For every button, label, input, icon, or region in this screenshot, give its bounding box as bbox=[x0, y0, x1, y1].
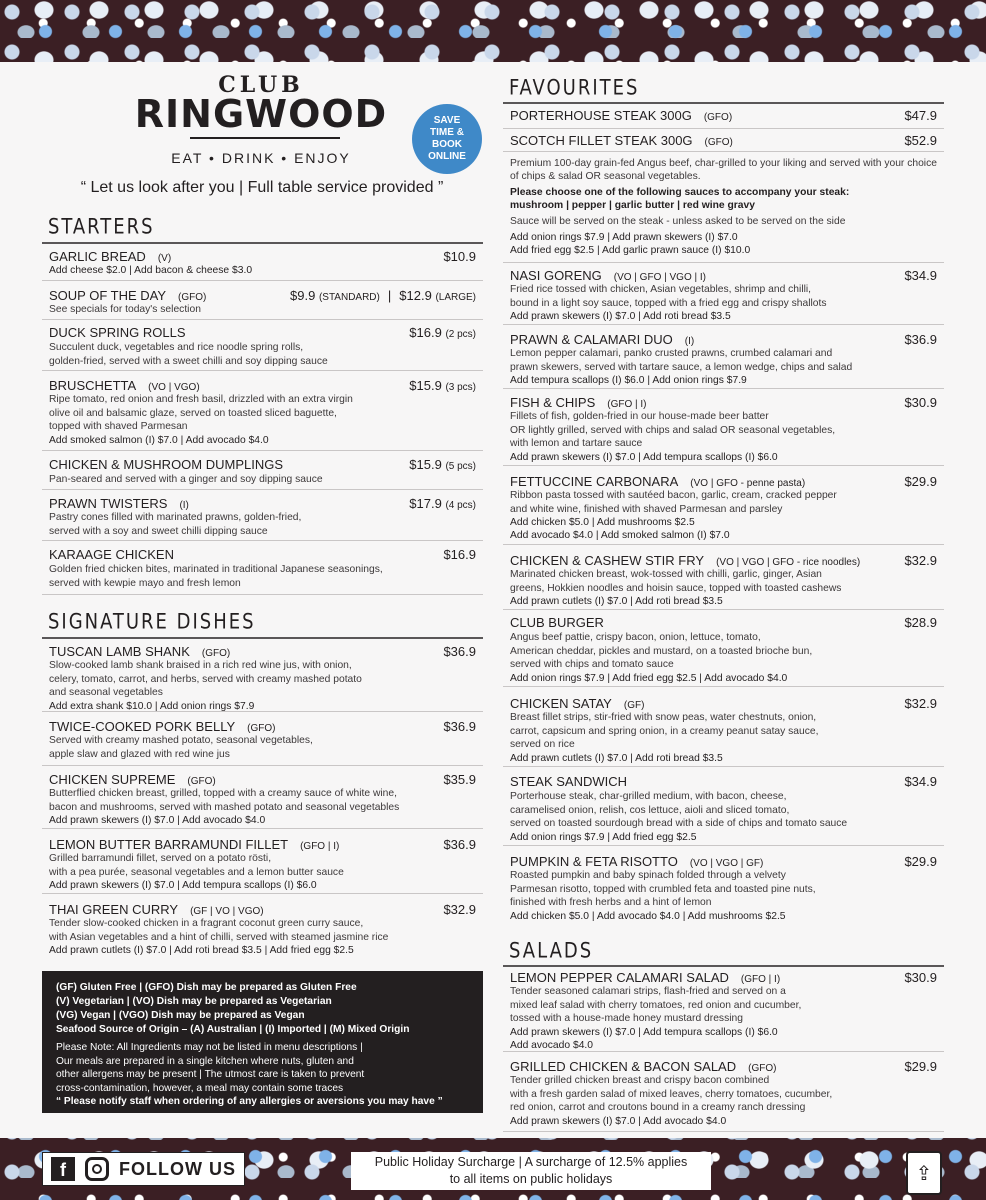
follow-us-bar[interactable] bbox=[42, 1152, 245, 1186]
menu-item: DUCK SPRING ROLLS $16.9 (2 pcs) Succulent duck, vegetables and rice noodle spring rolls, golden-fried, served with a sweet chilli and soy dipping sauce bbox=[42, 325, 483, 371]
section-rule bbox=[503, 965, 944, 967]
menu-item: PORTERHOUSE STEAK 300G (GFO) $47.9 bbox=[503, 107, 944, 129]
facebook-icon[interactable]: f bbox=[51, 1157, 75, 1181]
menu-item: PRAWN & CALAMARI DUO (I) $36.9 Lemon pepper calamari, panko crusted prawns, crumbed calamari and prawn skewers, served with tartare sauce, a lemon wedge, chips and salad Add tempura scallops (I) $6.0 | Add onion rings $7.9 bbox=[503, 331, 944, 389]
menu-item: FISH & CHIPS (GFO | I) $30.9 Fillets of fish, golden-fried in our house-made beer batter OR lightly grilled, served with chips and salad OR seasonal vegetables, with lemon and tartare sauce Add prawn skewers (I) $7.0 | Add tempura scallops (I) $6.0 bbox=[503, 394, 944, 466]
logo-tagline: EAT • DRINK • ENJOY bbox=[171, 150, 351, 166]
section-signature: SIGNATURE DISHES bbox=[48, 608, 256, 634]
allergen-info: (GF) Gluten Free | (GFO) Dish may be prepared as Gluten Free (V) Vegetarian | (VO) Dish may be prepared as Vegetarian (VG) Vegan | (VGO) Dish may be prepared as Vegan Seafood Source of Origin – (A) Australian | (I) Imported | (M) Mixed Origin Please Note: All Ingredients may not be listed in menu descriptions | Our meals are prepared in a single kitchen where nuts, gluten and other allergens may be present | The utmost care is taken to prevent cross-contamination, however, a meal may contain some traces “ Please notify staff when ordering of any allergies or aversions you may have ” bbox=[42, 971, 483, 1113]
book-online-badge[interactable]: SAVE TIME & BOOK ONLINE bbox=[412, 104, 482, 174]
steak-info: Premium 100-day grain-fed Angus beef, char-grilled to your liking and served with your choice of chips & salad OR seasonal vegetables. Please choose one of the following sauces to accompany your steak: mushroom | pepper | garlic butter | red wine gravy Sauce will be served on the steak - unless asked to be served on the side Add onion rings $7.9 | Add prawn skewers (I) $7.0 Add fried egg $2.5 | Add garlic prawn sauce (I) $10.0 bbox=[510, 158, 937, 256]
section-salads: SALADS bbox=[509, 937, 594, 963]
menu-item: PRAWN TWISTERS (I) $17.9 (4 pcs) Pastry cones filled with marinated prawns, golden-fried, served with a soy and sweet chilli dipping sauce bbox=[42, 495, 483, 541]
menu-item: THAI GREEN CURRY (GF | VO | VGO) $32.9 Tender slow-cooked chicken in a fragrant coconut green curry sauce, with Asian vegetables and a hint of chilli, served with steamed jasmine rice Add prawn cutlets (I) $7.0 | Add roti bread $3.5 | Add fried egg $2.5 bbox=[49, 902, 476, 956]
logo-rule bbox=[190, 137, 340, 139]
logo-club: CLUB bbox=[218, 72, 304, 98]
menu-item: NASI GORENG (VO | GFO | VGO | I) $34.9 Fried rice tossed with chicken, Asian vegetables, shrimp and chilli, bound in a light soy sauce, topped with a fried egg and crispy shallots Add prawn skewers (I) $7.0 | Add roti bread $3.5 bbox=[503, 267, 944, 325]
follow-us-label: FOLLOW US bbox=[119, 1158, 236, 1179]
menu-item: CLUB BURGER $28.9 Angus beef pattie, crispy bacon, onion, lettuce, tomato, American cheddar, pickles and mustard, on a toasted brioche bun, served with chips and tomato sauce Add onion rings $7.9 | Add fried egg $2.5 | Add avocado $4.0 bbox=[503, 615, 944, 687]
menu-item: CHICKEN & CASHEW STIR FRY (VO | VGO | GFO - rice noodles) $32.9 Marinated chicken breast, wok-tossed with chilli, garlic, ginger, Asian greens, Hokkien noodles and hoisin sauce, topped with toasted cashews Add prawn cutlets (I) $7.0 | Add roti bread $3.5 bbox=[503, 552, 944, 610]
section-rule bbox=[42, 637, 483, 639]
item-divider bbox=[503, 262, 944, 263]
share-icon[interactable]: ⇪ bbox=[906, 1151, 942, 1195]
menu-item: KARAAGE CHICKEN $16.9 Golden fried chicken bites, marinated in traditional Japanese seasonings, served with kewpie mayo and fresh lemon bbox=[42, 547, 483, 595]
menu-item: SOUP OF THE DAY (GFO) $9.9 (STANDARD) | $12.9 (LARGE) See specials for today's selection bbox=[42, 287, 483, 320]
section-rule bbox=[503, 102, 944, 104]
menu-item: LEMON BUTTER BARRAMUNDI FILLET (GFO | I) $36.9 Grilled barramundi fillet, served on a potato rösti, with a pea purée, seasonal vegetables and a lemon butter sauce Add prawn skewers (I) $7.0 | Add tempura scallops (I) $6.0 bbox=[42, 836, 483, 894]
menu-item: BRUSCHETTA (VO | VGO) $15.9 (3 pcs) Ripe tomato, red onion and fresh basil, drizzled with an extra virgin olive oil and balsamic glaze, served on toasted sliced baguette, topped with shaved Parmesan Add smoked salmon (I) $7.0 | Add avocado $4.0 bbox=[42, 377, 483, 451]
menu-item: FETTUCCINE CARBONARA (VO | GFO - penne pasta) $29.9 Ribbon pasta tossed with sautéed bacon, garlic, cream, cracked pepper and white wine, finished with shaved Parmesan and parsley Add chicken $5.0 | Add mushrooms $2.5 Add avocado $4.0 | Add smoked salmon (I) $7.0 bbox=[503, 473, 944, 545]
menu-item: TUSCAN LAMB SHANK (GFO) $36.9 Slow-cooked lamb shank braised in a rich red wine jus, with onion, celery, tomato, carrot, and herbs, served with creamy mashed potato and seasonal vegetables Add extra shank $10.0 | Add onion rings $7.9 bbox=[42, 643, 483, 712]
logo-name: RINGWOOD bbox=[134, 92, 388, 136]
section-favourites: FAVOURITES bbox=[509, 74, 640, 100]
section-starters: STARTERS bbox=[48, 213, 155, 239]
menu-item: CHICKEN SUPREME (GFO) $35.9 Butterflied chicken breast, grilled, topped with a creamy sauce of white wine, bacon and mushrooms, served with mashed potato and seasonal vegetables Add prawn skewers (I) $7.0 | Add avocado $4.0 bbox=[42, 771, 483, 829]
menu-item: STEAK SANDWICH $34.9 Porterhouse steak, char-grilled medium, with bacon, cheese, caramelised onion, relish, cos lettuce, aioli and sliced tomato, served on toasted sourdough bread with a side of chips and tomato sauce Add onion rings $7.9 | Add fried egg $2.5 bbox=[503, 774, 944, 846]
menu-item: LEMON PEPPER CALAMARI SALAD (GFO | I) $30.9 Tender seasoned calamari strips, flash-fried and served on a mixed leaf salad with cherry tomatoes, red onion and cucumber, tossed with a house-made honey mustard dressing Add prawn skewers (I) $7.0 | Add tempura scallops (I) $6.0 Add avocado $4.0 bbox=[503, 969, 944, 1052]
menu-item: GRILLED CHICKEN & BACON SALAD (GFO) $29.9 Tender grilled chicken breast and crispy bacon combined with a fresh garden salad of mixed leaves, cherry tomatoes, cucumber, red onion, carrot and croutons bound in a creamy ranch dressing Add prawn skewers (I) $7.0 | Add avocado $4.0 bbox=[503, 1058, 944, 1132]
menu-item: CHICKEN & MUSHROOM DUMPLINGS $15.9 (5 pcs) Pan-seared and served with a ginger and soy dipping sauce bbox=[42, 457, 483, 490]
menu-item: SCOTCH FILLET STEAK 300G (GFO) $52.9 bbox=[503, 132, 944, 152]
menu-item: CHICKEN SATAY (GF) $32.9 Breast fillet strips, stir-fried with snow peas, water chestnuts, onion, carrot, capsicum and spring onion, in a creamy peanut satay sauce, served on rice Add prawn cutlets (I) $7.0 | Add roti bread $3.5 bbox=[503, 695, 944, 767]
menu-item: TWICE-COOKED PORK BELLY (GFO) $36.9 Served with creamy mashed potato, seasonal vegetables, apple slaw and glazed with red wine jus bbox=[42, 718, 483, 766]
section-rule bbox=[42, 242, 483, 244]
menu-item: GARLIC BREAD (V) $10.9 Add cheese $2.0 | Add bacon & cheese $3.0 bbox=[42, 248, 483, 281]
menu-item: PUMPKIN & FETA RISOTTO (VO | VGO | GF) $29.9 Roasted pumpkin and baby spinach folded through a velvety Parmesan risotto, topped with crumbled feta and toasted pine nuts, finished with fresh herbs and a hint of lemon Add chicken $5.0 | Add avocado $4.0 | Add mushrooms $2.5 bbox=[510, 854, 937, 922]
instagram-icon[interactable] bbox=[85, 1157, 109, 1181]
surcharge-notice: Public Holiday Surcharge | A surcharge of 12.5% applies to all items on public holidays bbox=[351, 1152, 711, 1190]
service-quote: “ Let us look after you | Full table service provided ” bbox=[80, 179, 444, 196]
